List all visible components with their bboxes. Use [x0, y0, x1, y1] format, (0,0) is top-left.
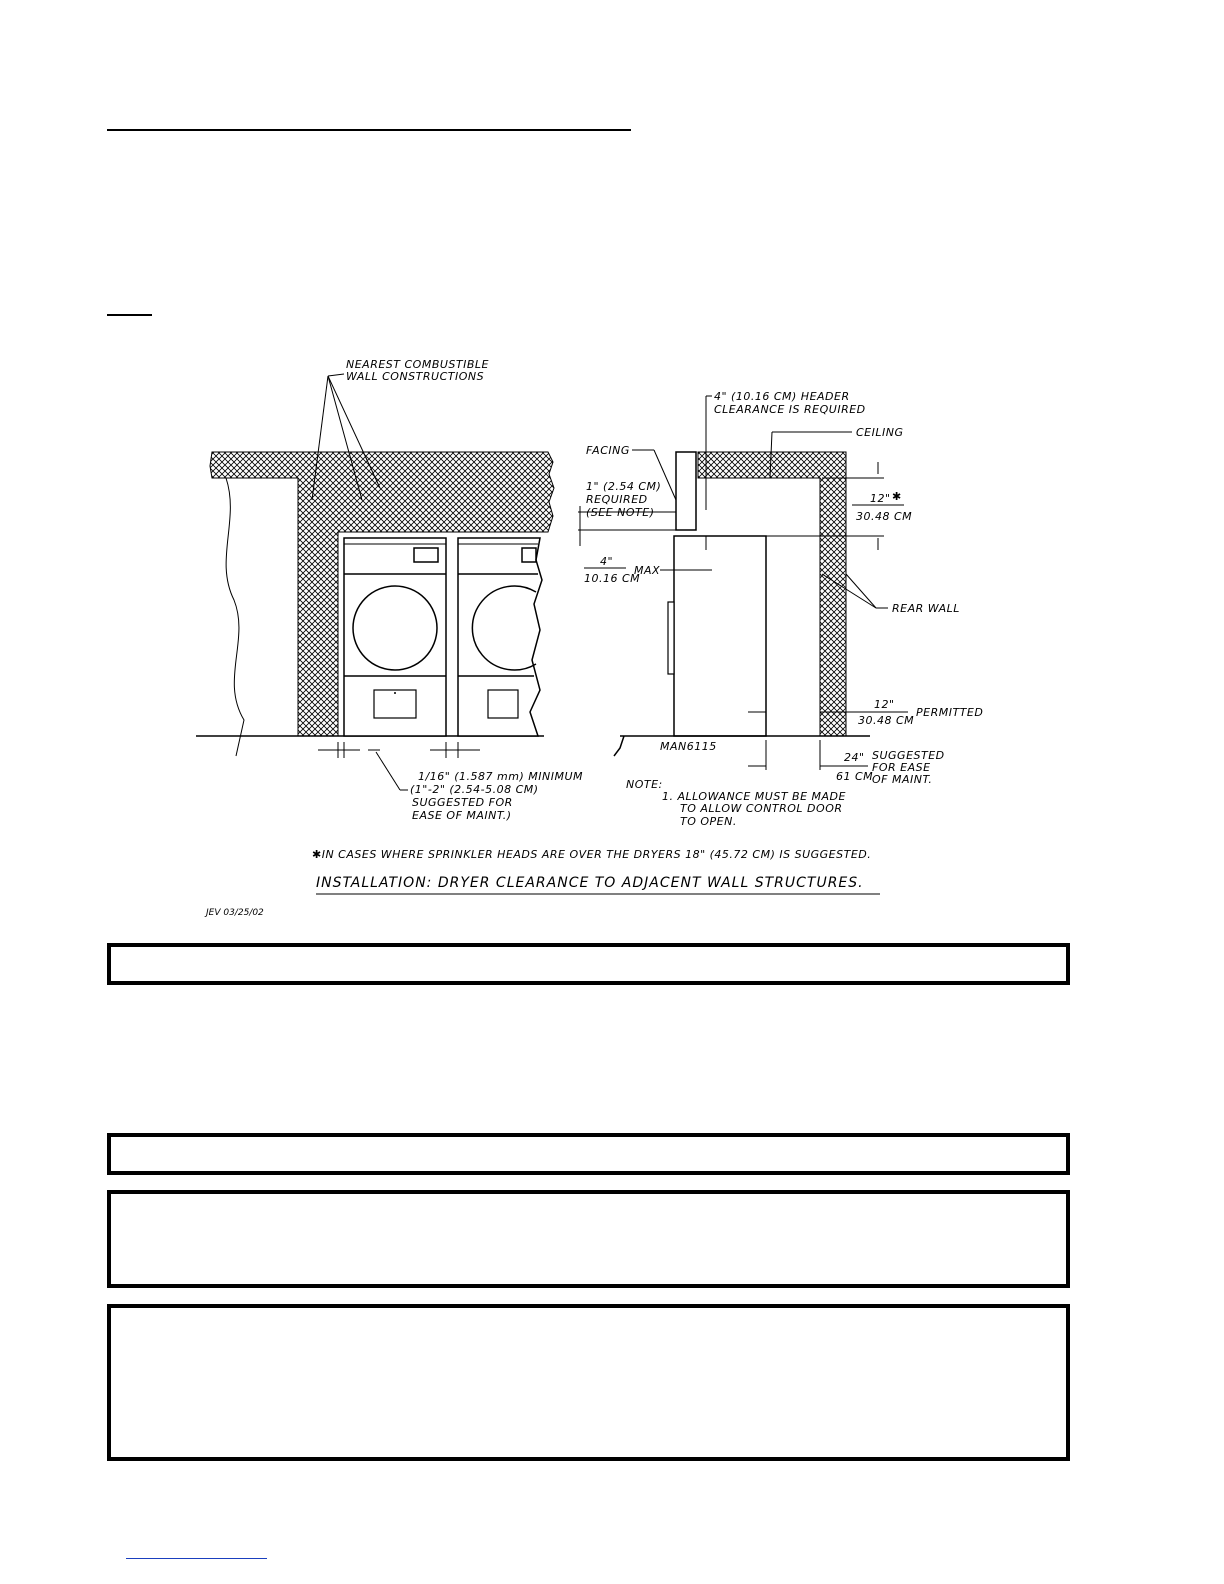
combustible-label-2: WALL CONSTRUCTIONS	[346, 370, 485, 383]
notice-box-4	[107, 1304, 1070, 1461]
footer-link-underline	[126, 1558, 267, 1559]
gap-label-1: 1/16" (1.587 mm) MINIMUM	[418, 770, 583, 783]
suggested-label-3: OF MAINT.	[872, 773, 933, 786]
dim-12-star: ✱	[892, 490, 902, 503]
drawn-by: JEV 03/25/02	[206, 908, 264, 918]
dim-4-top: 4"	[600, 555, 614, 568]
dim-4-bottom: 10.16 CM	[584, 572, 641, 585]
required-label-3: (SEE NOTE)	[586, 506, 655, 519]
dryer-front-1	[344, 538, 446, 736]
note-line-1: 1. ALLOWANCE MUST BE MADE	[662, 790, 846, 803]
suggested-dim-top: 24"	[844, 751, 865, 764]
left-break-line	[226, 478, 244, 756]
max-label: MAX	[634, 564, 661, 577]
gap-label-2: (1"-2" (2.54-5.08 CM)	[410, 783, 539, 796]
model-label: MAN6115	[660, 740, 717, 753]
gap-label-3: SUGGESTED FOR	[412, 796, 513, 809]
figure-caption: INSTALLATION: DRYER CLEARANCE TO ADJACENT WALL STRUCTURES.	[316, 875, 864, 891]
floor-line-right	[614, 736, 870, 756]
header-label-1: 4" (10.16 CM) HEADER	[714, 390, 850, 403]
sprinkler-note: ✱IN CASES WHERE SPRINKLER HEADS ARE OVER THE DRYERS 18" (45.72 CM) IS SUGGESTED.	[312, 848, 872, 861]
suggested-dim-bottom: 61 CM	[836, 770, 874, 783]
required-label-2: REQUIRED	[586, 493, 648, 506]
permitted-label: PERMITTED	[916, 706, 984, 719]
suggested-label-1: SUGGESTED	[872, 749, 945, 762]
facing-panel	[676, 452, 696, 530]
notice-box-1	[107, 943, 1070, 985]
required-label-1: 1" (2.54 CM)	[586, 480, 662, 493]
dryer-side	[668, 536, 766, 736]
notice-box-3	[107, 1190, 1070, 1288]
permitted-dim-bottom: 30.48 CM	[858, 714, 915, 727]
notice-box-2	[107, 1133, 1070, 1175]
dim-12-bottom: 30.48 CM	[856, 510, 913, 523]
header-label-2: CLEARANCE IS REQUIRED	[714, 403, 866, 416]
note-line-3: TO OPEN.	[680, 815, 737, 828]
dryer-front-2	[458, 538, 542, 736]
note-title: NOTE:	[626, 778, 663, 791]
gap-label-4: EASE OF MAINT.)	[412, 809, 512, 822]
note-line-2: TO ALLOW CONTROL DOOR	[680, 802, 843, 815]
ceiling-label: CEILING	[856, 426, 904, 439]
suggested-label-2: FOR EASE	[872, 761, 931, 774]
dim-12-top: 12"	[870, 492, 891, 505]
combustible-label-1: NEAREST COMBUSTIBLE	[346, 358, 489, 371]
facing-label: FACING	[586, 444, 630, 457]
permitted-dim-top: 12"	[874, 698, 895, 711]
rear-wall-label: REAR WALL	[892, 602, 960, 615]
